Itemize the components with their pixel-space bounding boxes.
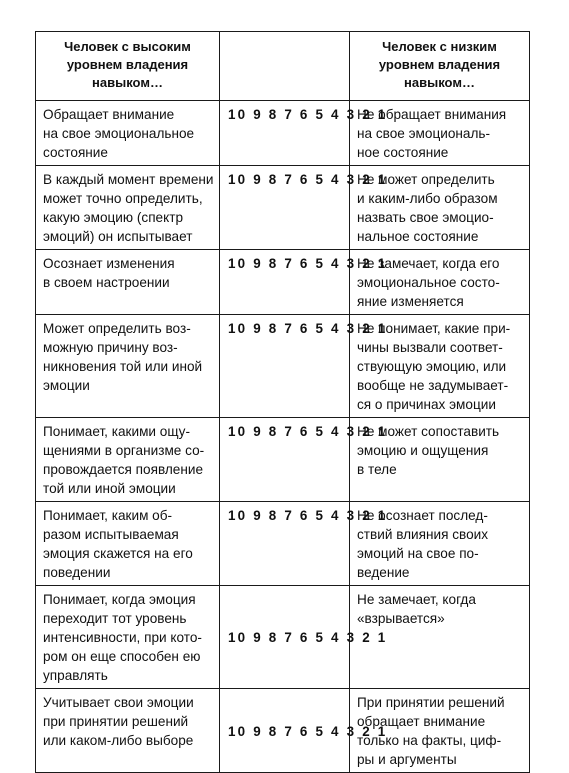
low-skill-cell: Не осознает послед- ствий влияния своих эмоций на свое по- ведение (350, 502, 530, 586)
rating-scale-cell: 10 9 8 7 6 5 4 3 2 1 (220, 101, 350, 166)
table-row (36, 166, 530, 250)
high-skill-cell: Понимает, каким об- разом испытываемая эмоция скажется на его поведении (36, 502, 220, 586)
rating-scale-cell: 10 9 8 7 6 5 4 3 2 1 (220, 586, 350, 689)
rating-scale-cell: 10 9 8 7 6 5 4 3 2 1 (220, 166, 350, 250)
high-skill-cell: Обращает внимание на свое эмоциональное состояние (36, 101, 220, 166)
low-skill-cell: Не замечает, когда «взрывается» (350, 586, 530, 689)
header-low-skill: Человек с низким уровнем владения навыком… (350, 32, 530, 101)
table-row (36, 502, 530, 586)
table-header-row (36, 32, 530, 101)
high-skill-cell: Может определить воз- можную причину воз- никновения той или иной эмоции (36, 315, 220, 418)
low-skill-cell: Не обращает внимания на свое эмоциональ- ное состояние (350, 101, 530, 166)
table-row (36, 689, 530, 773)
rating-scale-cell: 10 9 8 7 6 5 4 3 2 1 (220, 502, 350, 586)
table-row (36, 586, 530, 689)
header-scale (220, 32, 350, 101)
high-skill-cell: Понимает, когда эмоция переходит тот уровень интенсивности, при кото- ром он еще способен ею управлять (36, 586, 220, 689)
low-skill-cell: Не может сопоставить эмоцию и ощущения в теле (350, 418, 530, 502)
rating-scale-cell: 10 9 8 7 6 5 4 3 2 1 (220, 689, 350, 773)
high-skill-cell: Учитывает свои эмоции при принятии решений или каком-либо выборе (36, 689, 220, 773)
low-skill-cell: Не может определить и каким-либо образом назвать свое эмоцио- нальное состояние (350, 166, 530, 250)
table-row (36, 101, 530, 166)
high-skill-cell: Осознает изменения в своем настроении (36, 250, 220, 315)
high-skill-cell: В каждый момент времени может точно определить, какую эмоцию (спектр эмоций) он испытывает (36, 166, 220, 250)
table-row (36, 315, 530, 418)
skill-assessment-table (35, 31, 530, 773)
table-row (36, 418, 530, 502)
rating-scale-cell: 10 9 8 7 6 5 4 3 2 1 (220, 418, 350, 502)
low-skill-cell: Не замечает, когда его эмоциональное состо- яние изменяется (350, 250, 530, 315)
rating-scale-cell: 10 9 8 7 6 5 4 3 2 1 (220, 250, 350, 315)
low-skill-cell: При принятии решений обращает внимание только на факты, циф- ры и аргументы (350, 689, 530, 773)
low-skill-cell: Не понимает, какие при- чины вызвали соответ- ствующую эмоцию, или вообще не задумывает- ся о причинах эмоции (350, 315, 530, 418)
high-skill-cell: Понимает, какими ощу- щениями в организме со- провождается появление той или иной эмоции (36, 418, 220, 502)
table-row (36, 250, 530, 315)
rating-scale-cell: 10 9 8 7 6 5 4 3 2 1 (220, 315, 350, 418)
header-high-skill: Человек с высоким уровнем владения навыком… (36, 32, 220, 101)
